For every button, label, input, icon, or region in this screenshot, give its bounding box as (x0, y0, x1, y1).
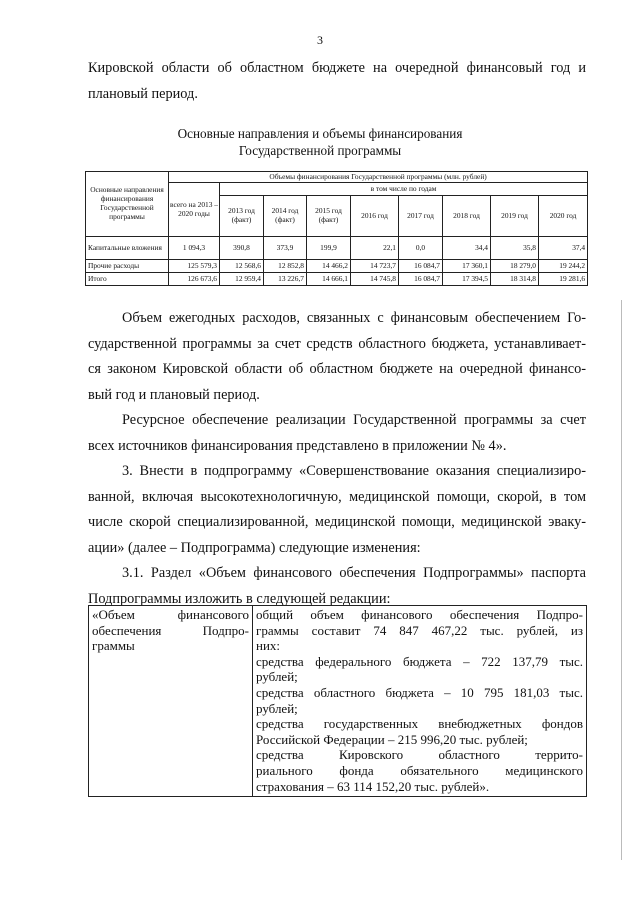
row-value: 16 084,7 (399, 273, 443, 286)
funding-line: рублей; (256, 700, 298, 716)
row-value: 35,8 (491, 237, 539, 260)
header-year: 2014 год (факт) (264, 196, 307, 237)
row-label: Прочие расходы (86, 260, 169, 273)
funding-label-line: граммы (92, 638, 135, 654)
funding-details-cell (253, 606, 587, 797)
row-value: 16 084,7 (399, 260, 443, 273)
funding-label-line: обеспечения Подпро- (92, 622, 249, 638)
funding-line: общий объем финансового обеспечения Подпро- (256, 607, 583, 622)
funding-line: средства Кировского областного террито- (256, 747, 583, 763)
subprogram-funding-table (88, 605, 587, 797)
row-value: 13 226,7 (264, 273, 307, 286)
funding-line: страхования – 63 114 152,20 тыс. рублей». (256, 778, 490, 794)
row-total: 125 579,3 (169, 260, 220, 273)
row-value: 17 394,5 (443, 273, 491, 286)
row-value: 390,8 (220, 237, 264, 260)
row-total: 1 094,3 (169, 237, 220, 260)
header-directions: Основные направления финансирования Государственной программы (86, 172, 169, 237)
header-including: в том числе по годам (220, 183, 588, 196)
row-value: 373,9 (264, 237, 307, 260)
paragraph-line: всех источников финансирования представлено в приложении № 4». (88, 437, 507, 454)
row-value: 37,4 (539, 237, 588, 260)
funding-line: рублей; (256, 669, 298, 685)
paragraph-line: сударственной программы за счет средств областного бюджета, устанавливает- (88, 335, 586, 352)
table-row (86, 273, 588, 286)
paragraph-line: Объем ежегодных расходов, связанных с финансовым обеспечением Го- (122, 310, 586, 326)
row-value: 19 281,6 (539, 273, 588, 286)
funding-label-line: «Объем финансового (92, 607, 249, 622)
funding-line: Российской Федерации – 215 996,20 тыс. рублей; (256, 731, 528, 747)
paragraph-line: 3.1. Раздел «Объем финансового обеспечения Подпрограммы» паспорта (122, 565, 586, 581)
heading-line-2: Государственной программы (238, 143, 402, 158)
scan-artifact-line (621, 300, 622, 860)
row-value: 12 568,6 (220, 260, 264, 273)
paragraph-line: ванной, включая высокотехнологичную, медицинской помощи, скорой, в том (88, 488, 586, 505)
paragraph-resources (88, 408, 586, 459)
row-value: 199,9 (307, 237, 351, 260)
row-label: Итого (86, 273, 169, 286)
header-year: 2013 год (факт) (220, 196, 264, 237)
financing-table (85, 171, 588, 286)
row-value: 12 852,8 (264, 260, 307, 273)
row-value: 17 360,1 (443, 260, 491, 273)
funding-label-cell (89, 606, 253, 797)
row-value: 14 666,1 (307, 273, 351, 286)
header-total: всего на 2013 – 2020 годы (169, 183, 220, 237)
row-value: 18 314,8 (491, 273, 539, 286)
row-total: 126 673,6 (169, 273, 220, 286)
header-year: 2016 год (351, 196, 399, 237)
header-year: 2020 год (539, 196, 588, 237)
paragraph-line: 3. Внести в подпрограмму «Совершенствование оказания специализиро- (122, 463, 586, 479)
paragraph-item-3 (88, 459, 586, 561)
table-row (86, 260, 588, 273)
row-value: 14 745,8 (351, 273, 399, 286)
header-volumes: Объемы финансирования Государственной программы (млн. рублей) (169, 172, 588, 183)
funding-line: средства государственных внебюджетных фондов (256, 716, 583, 732)
paragraph-line: Подпрограммы изложить в следующей редакции: (88, 590, 391, 607)
funding-line: граммы составит 74 847 467,22 тыс. рублей, из (256, 622, 583, 638)
header-year: 2018 год (443, 196, 491, 237)
row-value: 14 723,7 (351, 260, 399, 273)
paragraph-line: вый год и плановый период. (88, 386, 260, 403)
table-row (86, 237, 588, 260)
funding-line: них: (256, 638, 281, 654)
heading-line-1: Основные направления и объемы финансирования (177, 126, 463, 141)
row-value: 12 959,4 (220, 273, 264, 286)
page-number: 3 (317, 33, 323, 47)
intro-paragraph (88, 56, 586, 107)
funding-line: средства областного бюджета – 10 795 181,03 тыс. (256, 684, 583, 700)
header-year: 2017 год (399, 196, 443, 237)
intro-line-1: Кировской области об областном бюджете на очередной финансовый год и (88, 60, 586, 76)
paragraph-line: Ресурсное обеспечение реализации Государственной программы за счет (122, 412, 586, 428)
funding-line: средства федерального бюджета – 722 137,79 тыс. (256, 653, 583, 669)
paragraph-line: ся законом Кировской области об областном бюджете на очередной финансо- (88, 361, 586, 378)
intro-line-2: плановый период. (88, 85, 198, 102)
funding-line: риального фонда обязательного медицинского (256, 762, 583, 778)
row-value: 19 244,2 (539, 260, 588, 273)
header-year: 2019 год (491, 196, 539, 237)
paragraph-line: ации» (далее – Подпрограмма) следующие изменения: (88, 539, 421, 556)
row-value: 18 279,0 (491, 260, 539, 273)
row-value: 34,4 (443, 237, 491, 260)
paragraph-expenses (88, 306, 586, 408)
paragraph-line: числе скорой специализированной, медицинской помощи, медицинской эваку- (88, 514, 586, 531)
row-value: 0,0 (399, 237, 443, 260)
row-value: 22,1 (351, 237, 399, 260)
row-label: Капитальные вложения (86, 237, 169, 260)
row-value: 14 466,2 (307, 260, 351, 273)
section-heading (0, 125, 640, 159)
header-year: 2015 год (факт) (307, 196, 351, 237)
